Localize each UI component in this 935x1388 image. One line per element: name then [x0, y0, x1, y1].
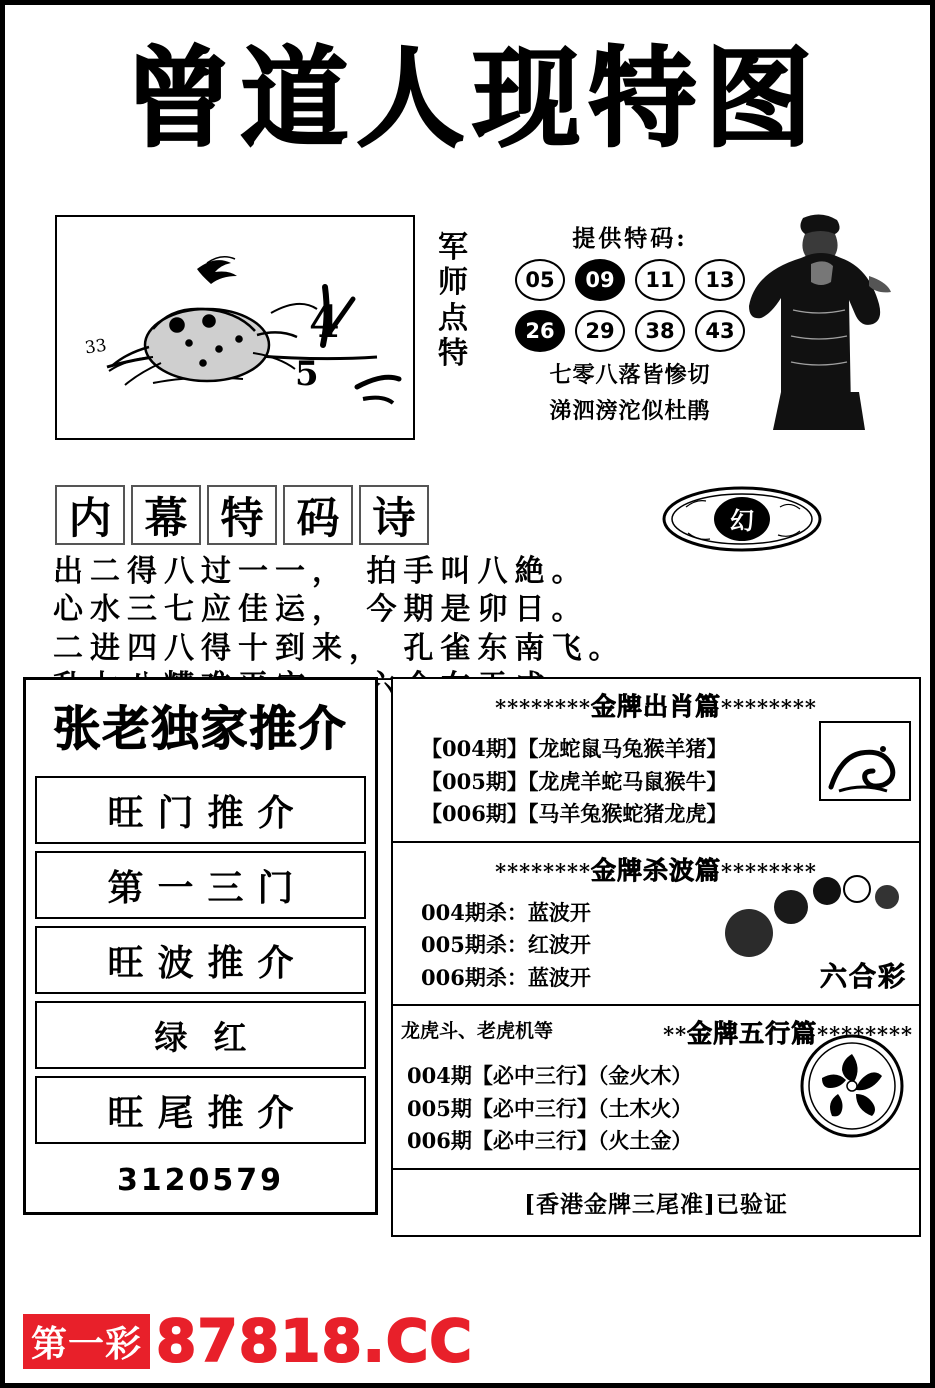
svg-text:4: 4	[309, 297, 340, 348]
number-ball: 05	[515, 259, 565, 301]
data-row: 【004期】【龙蛇鼠马兔猴羊猪】	[421, 736, 728, 761]
poem-title-char: 码	[283, 485, 353, 545]
serial-number: 3120579	[116, 1163, 285, 1198]
section-wuxing-subnote: 龙虎斗、老虎机等	[401, 1020, 554, 1043]
watermark-badge: 第一彩	[23, 1314, 150, 1369]
poem-title-char: 特	[207, 485, 277, 545]
toad-drawing-icon	[57, 217, 413, 438]
recommend-row: 旺波推介	[35, 926, 366, 994]
stars-left: **	[663, 1022, 688, 1048]
svg-text:5: 5	[295, 354, 319, 394]
vertical-label-junshi-dian-te	[430, 230, 476, 372]
recommend-row: 旺尾推介	[35, 1076, 366, 1144]
ball-row-1	[485, 259, 775, 301]
poem-title-char: 诗	[359, 485, 429, 545]
zhang-lao-heading: 张老独家推介	[53, 702, 348, 757]
codes-heading: 提供特码:	[572, 225, 688, 252]
vertical-label-char-3: 特	[438, 336, 468, 372]
section-chuxiao	[393, 679, 919, 843]
number-ball: 11	[635, 259, 685, 301]
gold-medal-panel	[391, 677, 921, 1237]
recommend-row: 第一三门	[35, 851, 366, 919]
ball-row-2	[485, 310, 775, 352]
vertical-label-char-1: 师	[438, 265, 468, 301]
stars-right: ********	[721, 858, 817, 884]
page-title: 曾道人现特图	[124, 36, 821, 162]
section-shabo	[393, 843, 919, 1007]
data-row: 006期杀：蓝波开	[421, 964, 591, 990]
svg-text:幻: 幻	[730, 506, 754, 535]
watermark-url: 87818.CC	[156, 1307, 473, 1375]
data-row: 005期杀：红波开	[421, 932, 591, 958]
sage-figure-icon	[745, 210, 895, 440]
couplet-line-2: 涕泗滂沱似杜鹃	[549, 397, 711, 424]
data-row: 【006期】【马羊兔猴蛇猪龙虎】	[421, 801, 728, 827]
number-ball: 38	[635, 310, 685, 352]
heading-text: 金牌杀波篇	[590, 855, 721, 885]
snake-drawing-icon	[819, 721, 911, 801]
watermark	[23, 1307, 473, 1375]
section-footer	[393, 1170, 919, 1235]
stars-right: ********	[817, 1022, 913, 1048]
toad-number-label: 33	[83, 335, 108, 359]
number-ball: 26	[515, 310, 565, 352]
data-row: 005期【必中三行】（土木火）	[407, 1095, 693, 1121]
lottery-balls-icon	[719, 871, 909, 963]
top-illustration-row	[55, 210, 895, 445]
section-wuxing	[393, 1006, 919, 1170]
data-row: 004期杀：蓝波开	[421, 899, 591, 925]
heading-text: 金牌出肖篇	[590, 692, 721, 721]
poem-line: 二进四八得十到来， 孔雀东南飞。	[53, 630, 626, 666]
number-ball: 13	[695, 259, 745, 301]
recommend-row: 旺门推介	[35, 776, 366, 844]
poem-title-char: 内	[55, 485, 125, 545]
zhang-lao-panel	[23, 677, 378, 1215]
toad-illustration-box	[55, 215, 415, 440]
number-ball: 09	[575, 259, 625, 301]
heading-text: 金牌五行篇	[687, 1019, 818, 1049]
number-ball: 29	[575, 310, 625, 352]
poem-title-char: 幕	[131, 485, 201, 545]
data-row: 004期【必中三行】（金火木）	[407, 1063, 693, 1089]
poem-line: 心水三七应佳运， 今期是卯日。	[53, 592, 589, 628]
stars-left: ********	[495, 695, 591, 720]
poem-line: 出二得八过一一， 拍手叫八絶。	[53, 554, 589, 589]
circular-seal-icon	[660, 485, 825, 553]
number-ball: 43	[695, 310, 745, 352]
bauhinia-emblem-icon	[800, 1034, 905, 1139]
section-chuxiao-heading	[393, 687, 919, 723]
special-codes-block	[485, 220, 775, 426]
lottery-label: 六合彩	[820, 962, 907, 994]
data-row: 006期【必中三行】（火土金）	[407, 1128, 693, 1154]
stars-right: ********	[721, 695, 817, 720]
inner-poem-section	[35, 485, 915, 707]
vertical-label-char-2: 点	[438, 300, 468, 336]
recommend-row: 绿红	[35, 1001, 366, 1069]
data-row: 【005期】【龙虎羊蛇马鼠猴牛】	[421, 768, 728, 794]
stars-left: ********	[495, 858, 591, 884]
couplet-line-1: 七零八落皆惨切	[549, 362, 711, 388]
verified-footer: [香港金牌三尾准]已验证	[524, 1190, 788, 1218]
vertical-label-char-0: 军	[438, 230, 468, 265]
